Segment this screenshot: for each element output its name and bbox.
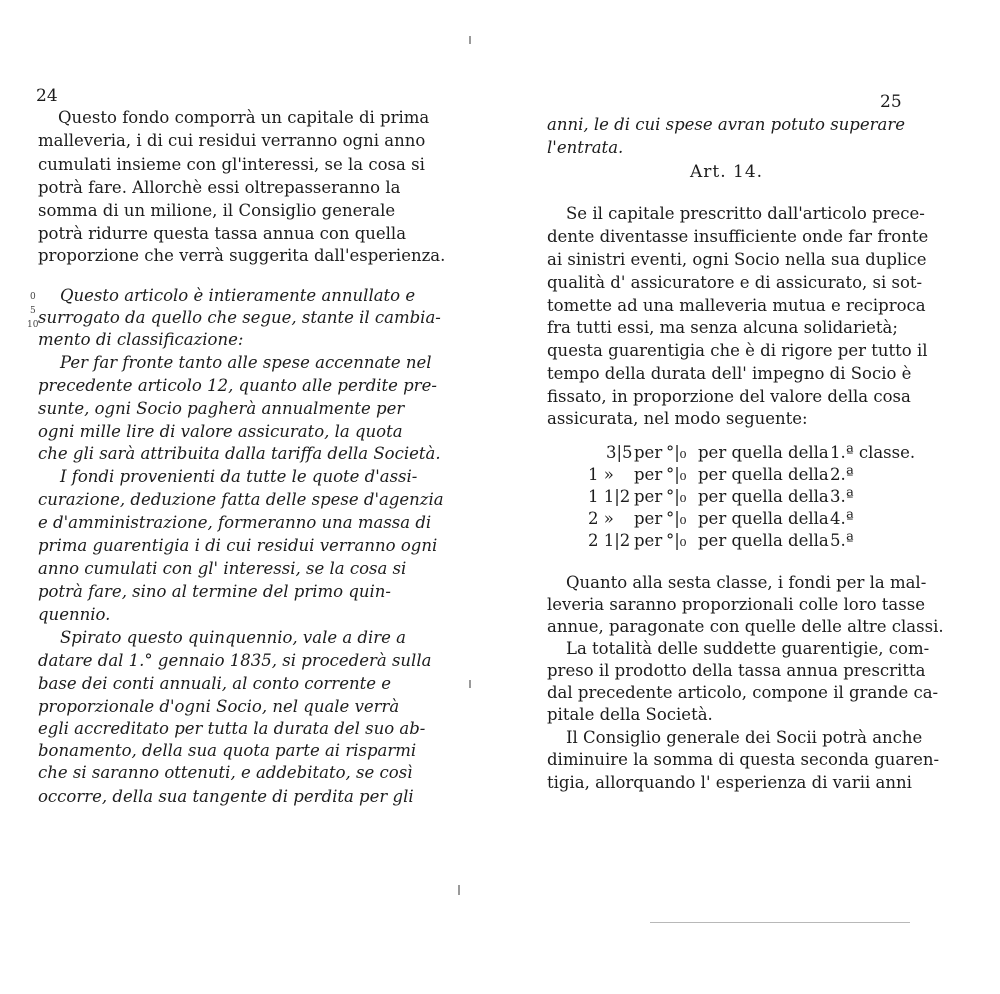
rate-text: per quella della [698,465,829,484]
text-line: proporzione che verrà suggerita dall'esperienza. [38,246,446,265]
rate-text: per quella della [698,443,829,462]
text-line: Per far fronte tanto alle spese accennate nel [60,353,432,372]
percent-sign: °|₀ [666,443,687,462]
page-number: 24 [36,86,58,106]
text-line: sunte, ogni Socio pagherà annualmente per [38,399,405,418]
text-line: l'entrata. [547,138,624,157]
text-line: proporzionale d'ogni Socio, nel quale verrà [38,697,400,716]
text-line: surrogato da quello che segue, stante il cambia- [38,308,441,327]
text-line: precedente articolo 12, quanto alle perdite pre- [38,376,437,395]
text-line: anni, le di cui spese avran potuto superare [547,115,906,134]
gutter-mark [469,36,471,44]
percent-sign: °|₀ [666,487,687,506]
text-line: curazione, deduzione fatta delle spese d'agenzia [38,490,444,509]
text-line: tempo della durata dell' impegno di Socio è [547,364,912,383]
text-line: Questo articolo è intieramente annullato e [60,286,416,305]
rate-amount: 3|5 [606,443,633,462]
text-line: pitale della Società. [547,705,713,724]
margin-line-number: 5 [30,306,36,316]
text-line: I fondi provenienti da tutte le quote d'assi- [60,467,418,486]
text-line: Questo fondo comporrà un capitale di prima [58,108,430,127]
page-number: 25 [880,92,902,112]
text-line: dal precedente articolo, compone il grande ca- [547,683,939,702]
text-line: mento di classificazione: [38,330,244,349]
rate-per: per [634,487,663,506]
class-label: 3.ª [830,487,854,506]
text-line: questa guarentigia che è di rigore per tutto il [547,341,928,360]
rate-amount: 1 1|2 [588,487,631,506]
text-line: malleveria, i di cui residui verranno ogni anno [38,131,426,150]
text-line: prima guarentigia i di cui residui verranno ogni [38,536,438,555]
text-line: ai sinistri eventi, ogni Socio nella sua duplice [547,250,927,269]
text-line: Il Consiglio generale dei Socii potrà anche [566,728,923,747]
class-label: 4.ª [830,509,854,528]
text-line: anno cumulati con gl' interessi, se la cosa si [38,559,407,578]
text-line: quennio. [38,605,111,624]
page-edge-rule [650,922,910,923]
text-line: fra tutti essi, ma senza alcuna solidarietà; [547,318,898,337]
text-line: e d'amministrazione, formeranno una massa di [38,513,432,532]
text-line: dente diventasse insufficiente onde far fronte [547,227,929,246]
text-line: La totalità delle suddette guarentigie, com- [566,639,930,658]
text-line: occorre, della sua tangente di perdita per gli [38,787,414,806]
rate-per: per [634,509,663,528]
text-line: preso il prodotto della tassa annua prescritta [547,661,926,680]
text-line: egli accreditato per tutta la durata del suo ab- [38,719,426,738]
article-heading: Art. 14. [690,162,764,182]
text-line: Se il capitale prescritto dall'articolo prece- [566,204,925,223]
text-line: che gli sarà attribuita dalla tariffa della Società. [38,444,441,463]
rate-text: per quella della [698,531,829,550]
class-label: 2.ª [830,465,854,484]
text-line: tigia, allorquando l' esperienza di varii anni [547,773,912,792]
text-line: potrà fare, sino al termine del primo quin- [38,582,392,601]
rate-amount: 1 » [588,465,614,484]
text-line: Spirato questo quinquennio, vale a dire a [60,628,407,647]
rate-per: per [634,465,663,484]
text-line: somma di un milione, il Consiglio generale [38,201,396,220]
class-label: 5.ª [830,531,854,550]
gutter-mark [469,680,471,688]
text-line: annue, paragonate con quelle delle altre classi. [547,617,944,636]
gutter-mark [458,885,460,895]
text-line: qualità d' assicuratore e di assicurato, si sot- [547,273,923,292]
text-line: base dei conti annuali, al conto corrente e [38,674,391,693]
text-line: potrà ridurre questa tassa annua con quella [38,224,407,243]
percent-sign: °|₀ [666,531,687,550]
text-line: diminuire la somma di questa seconda guaren- [547,750,940,769]
rate-amount: 2 1|2 [588,531,631,550]
text-line: datare dal 1.° gennaio 1835, si procederà sulla [38,651,432,670]
class-label: 1.ª classe. [830,443,916,462]
text-line: ogni mille lire di valore assicurato, la quota [38,422,403,441]
text-line: potrà fare. Allorchè essi oltrepasseranno la [38,178,401,197]
text-line: bonamento, della sua quota parte ai risparmi [38,741,417,760]
text-line: assicurata, nel modo seguente: [547,409,808,428]
text-line: leveria saranno proporzionali colle loro tasse [547,595,925,614]
rate-amount: 2 » [588,509,614,528]
rate-per: per [634,443,663,462]
text-line: tomette ad una malleveria mutua e reciproca [547,296,926,315]
rate-text: per quella della [698,487,829,506]
text-line: che si saranno ottenuti, e addebitato, se così [38,763,413,782]
rate-per: per [634,531,663,550]
margin-line-number: 0 [30,292,36,302]
margin-line-number: 10 [27,320,39,330]
text-line: cumulati insieme con gl'interessi, se la cosa si [38,155,425,174]
text-line: fissato, in proporzione del valore della cosa [547,387,911,406]
right-page [500,0,1000,994]
text-line: Quanto alla sesta classe, i fondi per la mal- [566,573,927,592]
percent-sign: °|₀ [666,465,687,484]
rate-text: per quella della [698,509,829,528]
percent-sign: °|₀ [666,509,687,528]
